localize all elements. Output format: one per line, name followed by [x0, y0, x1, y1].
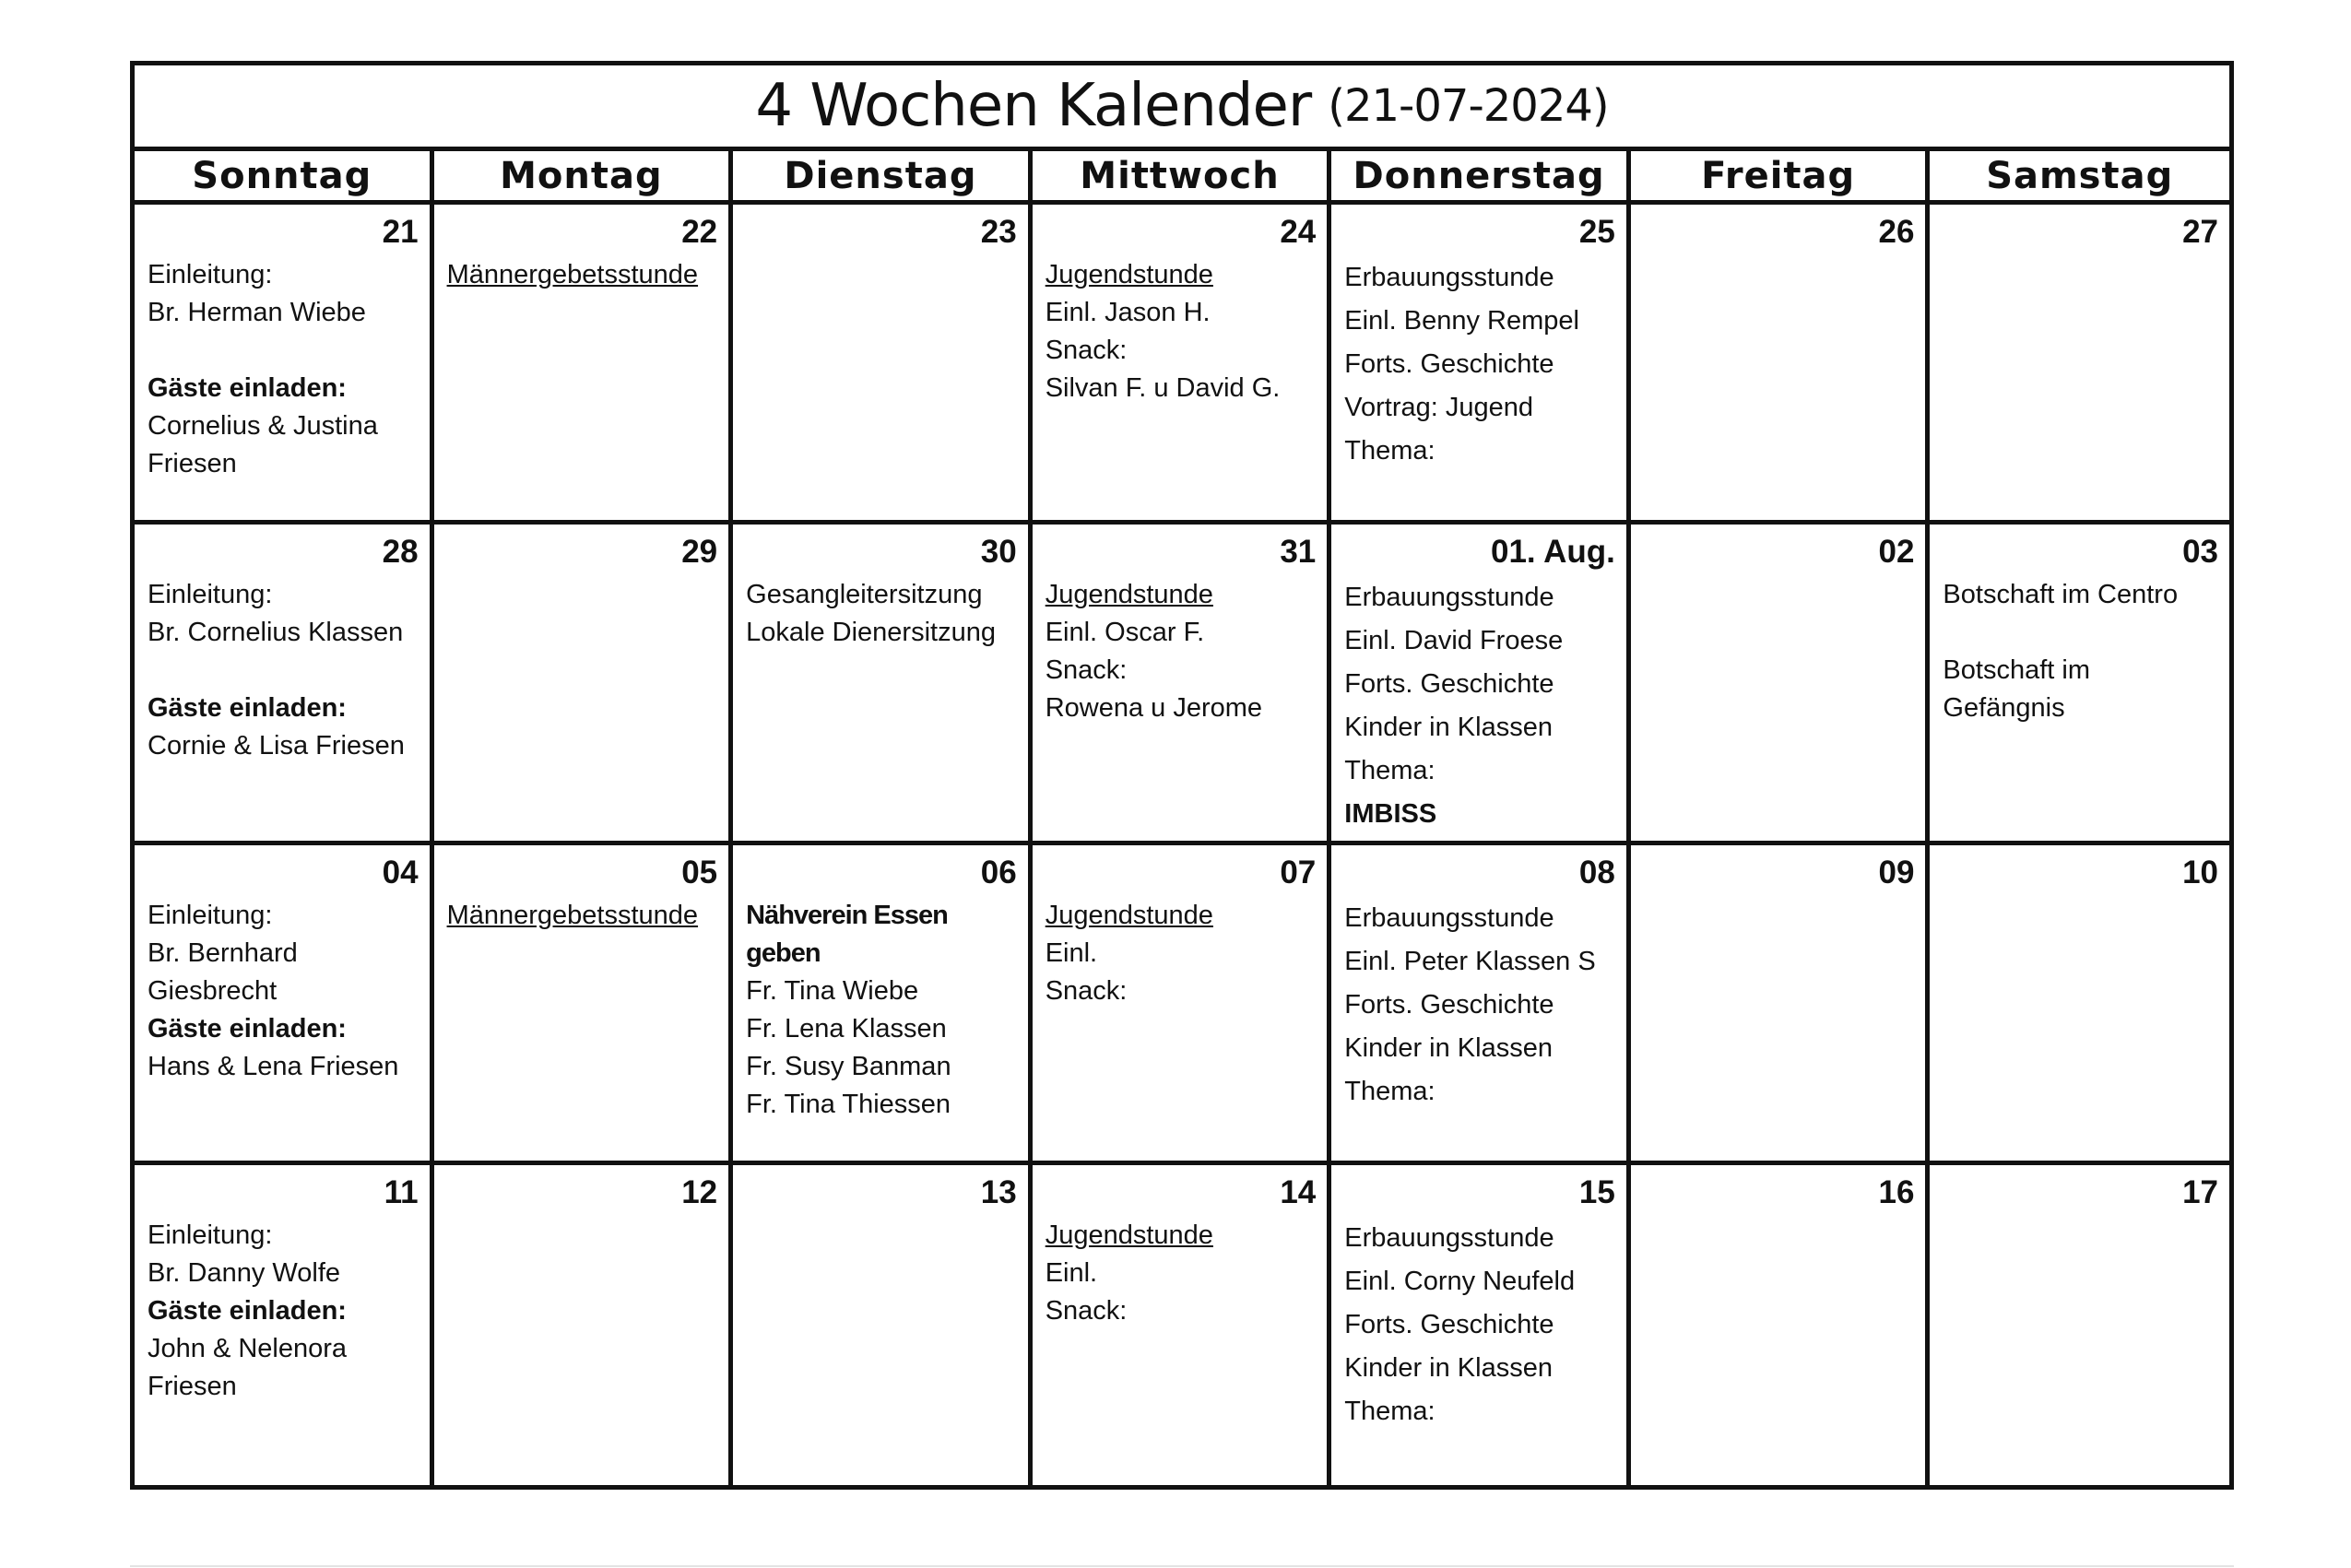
day-number: 31 — [1280, 534, 1317, 571]
day-number: 08 — [1578, 854, 1615, 890]
day-number: 14 — [1280, 1173, 1317, 1210]
event-line: Einl. — [1045, 937, 1098, 968]
event-line: Friesen — [148, 449, 237, 478]
event-line: Giesbrecht — [148, 975, 278, 1006]
event-line: Fr. Susy Banman — [746, 1051, 951, 1081]
day-number: 15 — [1578, 1173, 1615, 1210]
event-line: Botschaft im — [1943, 655, 2090, 686]
event-line: Männergebetsstunde — [446, 900, 699, 930]
day-cell — [1033, 845, 1332, 1165]
day-number: 09 — [1878, 854, 1915, 890]
day-cell — [1631, 525, 1931, 844]
day-cell — [733, 845, 1033, 1165]
day-number: 12 — [681, 1173, 718, 1210]
day-cell — [135, 1165, 434, 1485]
day-cell — [1631, 845, 1931, 1165]
day-number: 22 — [681, 214, 718, 250]
event-line: Einl. — [1045, 1257, 1098, 1288]
event-line: IMBISS — [1344, 799, 1437, 830]
calendar-title-date: (21-07-2024) — [1328, 80, 1609, 132]
event-line: Einleitung: — [148, 900, 273, 930]
event-line: Gäste einladen: — [148, 1295, 347, 1326]
day-number: 04 — [382, 854, 419, 890]
event-line: Gäste einladen: — [148, 373, 347, 403]
day-number: 06 — [980, 854, 1017, 890]
day-number: 07 — [1280, 854, 1317, 890]
weekday-header-dienstag: Dienstag — [733, 151, 1033, 205]
event-line: Forts. Geschichte — [1344, 1309, 1554, 1339]
day-number: 13 — [980, 1173, 1017, 1210]
day-number: 03 — [2182, 534, 2218, 571]
event-line: Einl. Corny Neufeld — [1344, 1266, 1576, 1296]
event-line: John & Nelenora — [148, 1333, 348, 1363]
event-line: Thema: — [1344, 436, 1435, 466]
day-cell — [733, 205, 1033, 525]
day-cell — [1331, 845, 1631, 1165]
event-line: Gesangleitersitzung — [746, 580, 983, 610]
event-line: Fr. Tina Thiessen — [746, 1089, 951, 1119]
weekday-header-donnerstag: Donnerstag — [1331, 151, 1631, 205]
event-line: Erbauungsstunde — [1344, 263, 1554, 292]
event-line: Jugendstunde — [1045, 580, 1213, 610]
event-line: Einl. Benny Rempel — [1344, 306, 1579, 336]
day-number: 05 — [681, 854, 718, 890]
event-line: Thema: — [1344, 756, 1435, 786]
day-number: 25 — [1578, 214, 1615, 250]
day-number: 30 — [980, 534, 1017, 571]
event-line: Fr. Lena Klassen — [746, 1013, 947, 1043]
calendar-title-text: 4 Wochen Kalender — [755, 72, 1312, 140]
event-line: Einl. David Froese — [1344, 626, 1564, 656]
event-line: Gäste einladen: — [148, 693, 347, 724]
event-line: Snack: — [1045, 975, 1128, 1006]
event-line: Einleitung: — [148, 580, 273, 610]
weekday-header-mittwoch: Mittwoch — [1033, 151, 1332, 205]
event-line: Forts. Geschichte — [1344, 989, 1554, 1020]
day-cell — [1331, 525, 1631, 844]
event-line: Botschaft im Centro — [1943, 580, 2179, 610]
event-line: Einl. Jason H. — [1045, 298, 1211, 327]
day-number: 27 — [2182, 214, 2218, 250]
day-number: 10 — [2182, 854, 2218, 890]
day-cell — [434, 1165, 734, 1485]
event-line: Jugendstunde — [1045, 900, 1213, 930]
event-line: Br. Bernhard — [148, 937, 298, 968]
day-cell — [1331, 205, 1631, 525]
event-line: Friesen — [148, 1371, 237, 1401]
day-cell — [733, 1165, 1033, 1485]
event-line: Snack: — [1045, 1295, 1128, 1326]
event-line: Kinder in Klassen — [1344, 713, 1553, 743]
day-cell — [1631, 205, 1931, 525]
event-line: Cornie & Lisa Friesen — [148, 731, 405, 761]
day-number: 02 — [1878, 534, 1915, 571]
day-number: 16 — [1878, 1173, 1915, 1210]
day-cell — [1930, 845, 2229, 1165]
day-cell — [1930, 525, 2229, 844]
day-cell — [1033, 1165, 1332, 1485]
weekday-header-sonntag: Sonntag — [135, 151, 434, 205]
event-line: Gäste einladen: — [148, 1013, 347, 1043]
event-line: Einl. Oscar F. — [1045, 618, 1205, 648]
event-line: Rowena u Jerome — [1045, 693, 1263, 724]
page-footer-divider — [130, 1565, 2234, 1567]
weekday-header-montag: Montag — [434, 151, 734, 205]
event-line: Kinder in Klassen — [1344, 1352, 1553, 1383]
event-line: Snack: — [1045, 336, 1128, 365]
event-line: Forts. Geschichte — [1344, 349, 1554, 379]
day-number: 29 — [681, 534, 718, 571]
day-number: 26 — [1878, 214, 1915, 250]
day-number: 01. Aug. — [1491, 534, 1615, 571]
event-line: Einl. Peter Klassen S — [1344, 946, 1596, 976]
calendar — [130, 61, 2234, 1490]
day-number: 21 — [382, 214, 419, 250]
weekday-header-samstag: Samstag — [1930, 151, 2229, 205]
event-line: Thema: — [1344, 1396, 1435, 1426]
event-line: Cornelius & Justina — [148, 411, 378, 441]
event-line: Jugendstunde — [1045, 260, 1213, 289]
day-number: 28 — [382, 534, 419, 571]
day-cell — [135, 845, 434, 1165]
day-cell — [434, 525, 734, 844]
event-line: Einleitung: — [148, 1220, 273, 1250]
day-cell — [733, 525, 1033, 844]
event-line: Vortrag: Jugend — [1344, 393, 1534, 422]
day-number: 17 — [2182, 1173, 2218, 1210]
event-line: Thema: — [1344, 1076, 1435, 1106]
event-line: Br. Danny Wolfe — [148, 1257, 341, 1288]
day-cell — [1033, 205, 1332, 525]
day-cell — [1033, 525, 1332, 844]
day-cell — [434, 845, 734, 1165]
event-line: Gefängnis — [1943, 693, 2065, 724]
event-line: Forts. Geschichte — [1344, 669, 1554, 700]
event-line: Br. Cornelius Klassen — [148, 618, 404, 648]
day-cell — [1331, 1165, 1631, 1485]
calendar-title — [135, 65, 2229, 151]
event-line: Männergebetsstunde — [446, 260, 699, 289]
day-cell — [1930, 205, 2229, 525]
day-cell — [434, 205, 734, 525]
event-line: Erbauungsstunde — [1344, 902, 1554, 933]
day-cell — [135, 525, 434, 844]
event-line: Kinder in Klassen — [1344, 1032, 1553, 1063]
event-line: Jugendstunde — [1045, 1220, 1213, 1250]
event-line: Erbauungsstunde — [1344, 1222, 1554, 1253]
event-line: Nähverein Essen — [746, 900, 948, 930]
event-line: Erbauungsstunde — [1344, 583, 1554, 613]
event-line: Fr. Tina Wiebe — [746, 975, 919, 1006]
event-line: Einleitung: — [148, 260, 273, 289]
calendar-grid — [135, 151, 2229, 1485]
event-line: Silvan F. u David G. — [1045, 373, 1281, 403]
day-number: 24 — [1280, 214, 1317, 250]
event-line: geben — [746, 937, 821, 968]
weekday-header-freitag: Freitag — [1631, 151, 1931, 205]
day-cell — [135, 205, 434, 525]
day-cell — [1930, 1165, 2229, 1485]
event-line: Br. Herman Wiebe — [148, 298, 366, 327]
day-number: 23 — [980, 214, 1017, 250]
day-cell — [1631, 1165, 1931, 1485]
event-line: Hans & Lena Friesen — [148, 1051, 399, 1081]
day-number: 11 — [384, 1173, 419, 1210]
event-line: Lokale Dienersitzung — [746, 618, 996, 648]
event-line: Snack: — [1045, 655, 1128, 686]
